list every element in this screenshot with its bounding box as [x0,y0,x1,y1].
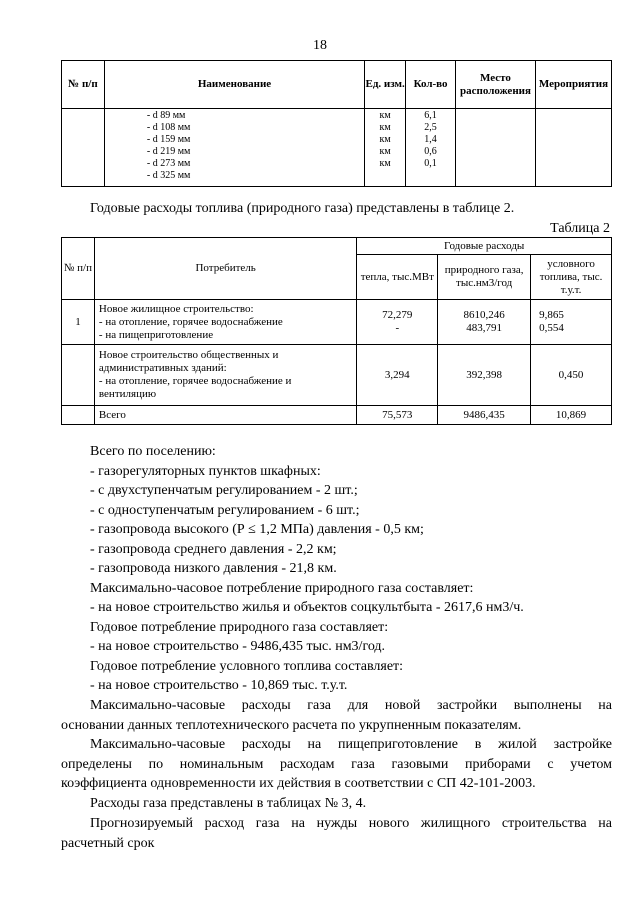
cell-location [456,109,536,187]
table-row [62,406,612,425]
page-number: 18 [313,38,327,53]
row-name-line: - на пищеприготовление [98,328,214,341]
row-name-line: - на отопление, горячее водоснабжение [98,315,283,328]
text-line: - на новое строительство - 10,869 тыс. т.у.т. [90,678,348,693]
text-line: - газопровода высокого (Р ≤ 1,2 МПа) давления - 0,5 км; [90,522,424,537]
text-line: основании данных теплотехнического расчета по укрупненным показателям. [61,717,522,733]
text-line: Максимально-часовое потребление природного газа составляет: [90,580,474,596]
fuel-consumption-table [61,237,612,425]
pipeline-table [61,60,612,187]
header-fuel: условного топлива, тыс. т.у.т. [531,255,612,300]
table2-caption: Таблица 2 [550,221,610,236]
row-name-line: административных зданий: [98,362,227,374]
text-line: - с одноступенчатым регулированием - 6 шт.; [90,502,360,518]
list-item: км [379,110,391,121]
row-num [62,345,95,406]
table-row [62,300,612,345]
list-item: - d 89 мм [146,110,186,121]
list-item: км [379,122,391,133]
row-heat [357,300,438,345]
row-fuel [531,300,612,345]
cell-num [62,109,105,187]
list-item: - d 159 мм [146,134,191,145]
row-heat: 75,573 [357,406,438,425]
paragraph [61,735,612,794]
text-line: Годовое потребление условного топлива составляет: [90,658,404,674]
list-item: - d 108 мм [146,122,191,133]
header-unit: Ед. изм. [365,61,406,109]
value: 8610,246 [463,309,505,321]
table2-intro: Годовые расходы топлива (природного газа) представлены в таблице 2. [90,201,515,216]
row-name-line: - на отопление, горячее водоснабжение и [98,375,292,387]
list-item: 2,5 [424,122,437,133]
row-heat: 3,294 [357,345,438,406]
list-item: - d 219 мм [146,146,191,157]
text-line: - на новое строительство жилья и объектов соцкультбыта - 2617,6 нм3/ч. [90,600,524,615]
row-name-line: вентиляцию [98,388,157,400]
row-name-line: Новое жилищное строительство: [98,302,254,315]
list-item: 0,1 [424,158,437,169]
text-line: Всего по поселению: [90,444,216,459]
summary-block [90,442,612,696]
text-line: Максимально-часовые расходы газа для новой застройки выполнены на [90,698,612,713]
cell-units [365,109,406,187]
text-line: Прогнозируемый расход газа на нужды нового жилищного строительства на [90,816,612,831]
list-item: - d 325 мм [146,170,191,181]
paragraph [61,696,612,735]
header-heat: тепла, тыс.МВт [357,255,438,300]
paragraph [61,794,612,814]
list-item: км [379,158,391,169]
text-line: Максимально-часовые расходы на пищеприготовление в жилой застройке [90,737,612,752]
row-name: Всего [94,406,356,425]
row-num: 1 [62,300,95,345]
header-gas: природного газа, тыс.нм3/год [438,255,531,300]
row-name [94,300,356,345]
row-gas: 392,398 [438,345,531,406]
value: 0,554 [539,322,564,334]
list-item: - d 273 мм [146,158,191,169]
text-line: - газопровода среднего давления - 2,2 км; [90,541,337,557]
header-num: № п/п [62,61,105,109]
list-item: км [379,146,391,157]
header-qty: Кол-во [406,61,456,109]
text-line: - с двухступенчатым регулированием - 2 шт.; [90,483,358,498]
list-item: 0,6 [424,146,437,157]
row-fuel: 0,450 [531,345,612,406]
header-location: Место расположения [456,61,536,109]
row-name-line: Новое строительство общественных и [98,349,279,361]
list-item: км [379,134,391,145]
header-name: Наименование [104,61,364,109]
list-item: 6,1 [424,110,437,121]
value: 72,279 [382,309,413,321]
header-annual: Годовые расходы [357,238,612,255]
text-line: - на новое строительство - 9486,435 тыс. нм3/год. [90,639,386,654]
row-fuel: 10,869 [531,406,612,425]
text-line: - газопровода низкого давления - 21,8 км. [90,561,337,576]
cell-measures [535,109,611,187]
text-line: коэффициента одновременности их действия в соответствии с СП 42-101-2003. [61,776,536,791]
text-line: расчетный срок [61,835,155,851]
row-num [62,406,95,425]
cell-names [104,109,364,187]
value: 483,791 [466,322,503,334]
list-item: 1,4 [424,134,437,145]
table-row [62,345,612,406]
row-gas [438,300,531,345]
value: 9,865 [539,309,564,321]
header-measures: Мероприятия [535,61,611,109]
row-name [94,345,356,406]
text-line: Годовое потребление природного газа составляет: [90,619,389,635]
cell-qty [406,109,456,187]
text-line: - газорегуляторных пунктов шкафных: [90,463,321,479]
paragraph [61,814,612,853]
text-line: Расходы газа представлены в таблицах № 3, 4. [90,796,367,811]
row-gas: 9486,435 [438,406,531,425]
value: - [395,322,400,334]
header-num: № п/п [62,238,95,300]
header-consumer: Потребитель [94,238,356,300]
text-line: определены по номинальным расходам газа газовыми приборами с учетом [61,756,612,772]
